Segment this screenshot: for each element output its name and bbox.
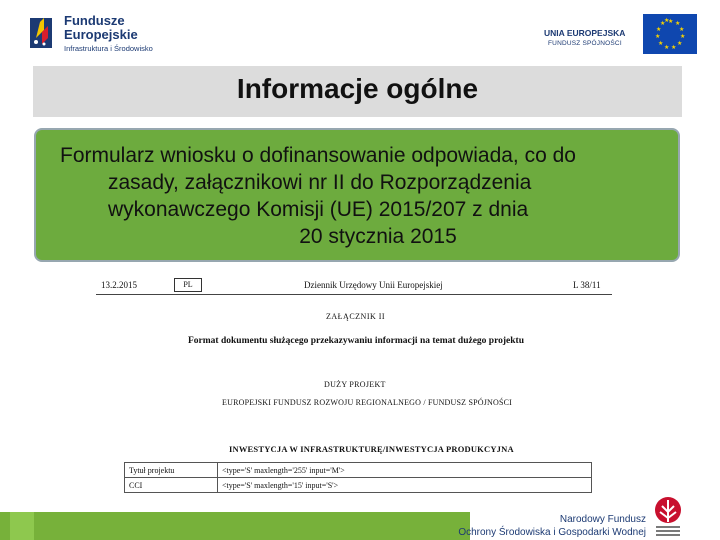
footer-green-strip [0, 512, 470, 540]
table-cell-label: Tytuł projektu [125, 463, 218, 478]
table-row [125, 463, 592, 478]
info-line-2: zasady, załącznikowi nr II do Rozporządzenia [108, 171, 532, 194]
fe-logo-line3: Infrastruktura i Środowisko [64, 44, 153, 53]
eu-flag-icon [643, 14, 697, 54]
svg-text:★: ★ [671, 44, 677, 51]
footer-line1: Narodowy Fundusz [559, 514, 646, 525]
document-excerpt [96, 274, 616, 504]
fe-flag-icon [30, 14, 60, 52]
ue-logo-line2: FUNDUSZ SPÓJNOŚCI [548, 40, 622, 47]
doc-investment-heading: INWESTYCJA W INFRASTRUKTURĘ/INWESTYCJA PRODUKCYJNA [229, 444, 514, 454]
doc-big-project: DUŻY PROJEKT [324, 380, 386, 389]
svg-text:★: ★ [664, 17, 670, 24]
svg-text:★: ★ [655, 33, 661, 40]
fe-logo-line2: Europejskie [64, 27, 138, 42]
svg-text:★: ★ [660, 20, 666, 27]
svg-text:★: ★ [658, 40, 664, 47]
fe-logo-line1: Fundusze [64, 13, 125, 28]
svg-text:★: ★ [680, 33, 686, 40]
table-cell-value: <type='S' maxlength='15' input='S'> [218, 478, 592, 493]
info-line-3: wykonawczego Komisji (UE) 2015/207 z dnia [108, 198, 529, 221]
doc-journal-title: Dziennik Urzędowy Unii Europejskiej [304, 280, 443, 290]
title-band [33, 66, 682, 117]
doc-page-ref: L 38/11 [573, 280, 601, 290]
svg-text:★: ★ [679, 26, 685, 33]
svg-text:★: ★ [664, 44, 670, 51]
table-row [125, 478, 592, 493]
info-line-4: 20 stycznia 2015 [299, 225, 457, 248]
table-cell-label: CCI [125, 478, 218, 493]
svg-text:★: ★ [675, 20, 681, 27]
doc-funds: EUROPEJSKI FUNDUSZ ROZWOJU REGIONALNEGO / FUNDUSZ SPÓJNOŚCI [222, 398, 513, 407]
footer-green-square [10, 512, 34, 540]
page-title: Informacje ogólne [236, 73, 479, 104]
doc-annex: ZAŁĄCZNIK II [326, 312, 386, 321]
doc-date: 13.2.2015 [101, 280, 137, 290]
doc-header-rule [96, 294, 612, 295]
table-cell-value: <type='S' maxlength='255' input='M'> [218, 463, 592, 478]
svg-text:★: ★ [677, 40, 683, 47]
ue-logo-line1: UNIA EUROPEJSKA [544, 28, 626, 38]
doc-format-title: Format dokumentu służącego przekazywaniu informacji na temat dużego projektu [188, 336, 524, 346]
info-box [34, 128, 680, 262]
fundusze-europejskie-logo [30, 12, 170, 58]
info-line-1: Formularz wniosku o dofinansowanie odpowiada, co do [60, 144, 576, 167]
doc-table [124, 462, 592, 493]
doc-language-box: PL [174, 278, 202, 292]
footer-line2: Ochrony Środowiska i Gospodarki Wodnej [458, 527, 646, 538]
svg-text:★: ★ [656, 26, 662, 33]
unia-europejska-logo [540, 12, 700, 62]
info-text [52, 142, 664, 250]
nfosigw-logo-icon [650, 496, 686, 538]
svg-text:★: ★ [668, 18, 674, 25]
